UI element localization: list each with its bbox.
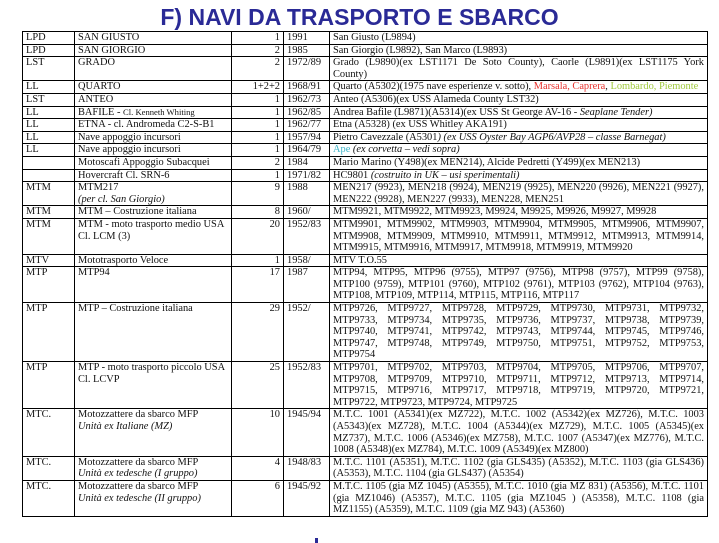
units-text: MEN217 (9923), MEN218 (9924), MEN219 (9925), MEN220 (9926), MEN221 (9927), MEN222 (9928), MEN227 (9933), MEN228, MEN251 [333,182,704,205]
type-text: MTC. [26,409,52,421]
units-cell [330,156,708,169]
units-cell [330,32,708,45]
name-cell [75,182,232,206]
name-cell [75,218,232,254]
years-cell [284,254,330,267]
quantity-cell [232,362,284,409]
type-cell [23,106,75,119]
name-text: ETNA - cl. Andromeda C2-S-B1 [78,119,215,131]
years-cell [284,218,330,254]
table-row [23,206,708,219]
years-cell [284,362,330,409]
years-cell [284,206,330,219]
quantity-text: 1 [274,119,280,131]
table-row [23,156,708,169]
units-text: M.T.C. 1001 (A5341)(ex MZ722), M.T.C. 1002 (A5342)(ex MZ726), M.T.C. 1003 (A5343)(ex MZ728), M.T.C. 1004 (A5344)(ex MZ729), M.T.C. 1005 (A5345)(ex MZ737), M.T.C. 1006 (A5346)(ex MZ758), M.T.C. 1007 (A5347)(ex MZ776), M.T.C. 1008 (A5348)(ex MZ784), M.T.C. 1009 (A5349)(ex MZ800) [333,409,704,456]
years-cell [284,303,330,362]
type-cell [23,303,75,362]
years-cell [284,456,330,480]
years-text: 1991 [287,32,308,43]
name-text: Motozzattere da sbarco MFP [78,456,199,468]
units-highlight-text: Ape [333,144,351,156]
quantity-text: 9 [274,182,280,194]
table-row [23,119,708,132]
quantity-text: 25 [269,362,280,374]
quantity-text: 1 [274,131,280,143]
type-cell [23,144,75,157]
type-cell [23,182,75,206]
units-text: San Giorgio (L9892), San Marco (L9893) [333,44,508,56]
table-row [23,44,708,57]
quantity-cell [232,169,284,182]
quantity-cell [232,93,284,106]
years-cell [284,169,330,182]
years-text: 1971/82 [287,169,322,181]
units-note-text: ) (ex USS Oyster Bay AGP6/AVP28 – classe Barnegat) [437,131,666,143]
type-text: MTM [26,206,51,218]
name-text: Motozzattere da sbarco MFP [78,480,199,492]
quantity-text: 20 [269,218,280,230]
page-title: F) NAVI DA TRASPORTO E SBARCO [160,4,559,30]
quantity-text: 1 [274,32,280,43]
table-row [23,32,708,45]
type-cell [23,119,75,132]
years-text: 1945/94 [287,409,322,421]
name-cell [75,456,232,480]
quantity-text: 1 [274,93,280,105]
table-row [23,182,708,206]
type-text: MTM [26,182,51,194]
name-text: Mototrasporto Veloce [78,254,169,266]
table-row [23,218,708,254]
name-text: MTP94 [78,267,110,279]
table-row [23,480,708,516]
units-cell [330,93,708,106]
quantity-text: 6 [274,480,280,492]
name-cell [75,409,232,456]
quantity-cell [232,57,284,81]
units-cell [330,456,708,480]
type-cell [23,57,75,81]
years-cell [284,119,330,132]
units-text: MTM9921, MTM9922, MTM9923, M9924, M9925, M9926, M9927, M9928 [333,206,657,218]
units-text: Pietro Cavezzale (A5301 [333,131,438,143]
table-row [23,106,708,119]
table-row [23,169,708,182]
table-row [23,57,708,81]
years-cell [284,44,330,57]
name-cell [75,131,232,144]
years-text: 1960/ [287,206,311,218]
quantity-cell [232,267,284,303]
name-text: ANTEO [78,93,114,105]
units-cell [330,131,708,144]
name-note-text: (per cl. San Giorgio) [78,193,165,205]
quantity-cell [232,303,284,362]
units-text: MTP9726, MTP9727, MTP9728, MTP9729, MTP9730, MTP9731, MTP9732, MTP9733, MTP9734, MTP9735, MTP9736, MTP9737, MTP9738, MTP9739, MTP9740, MTP9741, MTP9742, MTP9743, MTP9744, MTP9745, MTP9746, MTP9747, MTP9748, MTP9749, MTP9750, MTP9751, MTP9752, MTP9753, MTP9754 [333,303,704,361]
type-cell [23,206,75,219]
units-text: M.T.C. 1105 (gia MZ 1045) (A5355), M.T.C. 1010 (gia MZ 831) (A5356), M.T.C. 1101 (gia MZ1046) (A5357), M.T.C. 1105 (gia MZ1045 ) (A5358), M.T.C. 1108 (gia MZ1155) (A5359), M.T.C. 1109 (gia MZ 943) (A5360) [333,480,704,516]
type-text: MTP [26,303,48,315]
name-cell [75,156,232,169]
units-cell [330,44,708,57]
units-green-text: Lombardo, Piemonte [610,81,699,93]
ships-table [22,31,708,517]
units-note-text: Seaplane Tender) [579,106,653,118]
type-text: LST [26,57,45,69]
table-row [23,303,708,362]
years-cell [284,182,330,206]
table-row [23,93,708,106]
quantity-cell [232,119,284,132]
type-text: MTP [26,267,48,279]
type-cell [23,267,75,303]
years-text: 1985 [287,44,308,56]
units-separator: , [605,81,611,93]
type-text: MTC. [26,480,52,492]
name-text: Motoscafi Appoggio Subacquei [78,156,210,168]
years-text: 1988 [287,182,308,194]
name-cell [75,303,232,362]
units-cell [330,409,708,456]
name-cell [75,119,232,132]
units-note-text: (costruito in UK – usi sperimentali) [370,169,520,181]
quantity-cell [232,44,284,57]
units-text: Etna (A5328) (ex USS Whitley AKA191) [333,119,507,131]
name-note-text: Unità ex Italiane (MZ) [78,421,173,432]
units-cell [330,119,708,132]
type-text: MTC. [26,456,52,468]
units-text: MTV T.O.55 [333,254,387,266]
type-text: MTV [26,254,50,266]
units-text: San Giusto (L9894) [333,32,416,43]
years-text: 1958/ [287,254,311,266]
type-text: LPD [26,44,46,56]
name-cell [75,32,232,45]
years-text: 1984 [287,156,308,168]
type-text: LL [26,106,39,118]
name-text: Hovercraft Cl. SRN-6 [78,169,170,181]
name-text: MTP – Costruzione italiana [78,303,193,315]
type-cell [23,32,75,45]
name-cell [75,106,232,119]
type-cell [23,362,75,409]
units-cell [330,218,708,254]
units-cell [330,144,708,157]
units-cell [330,362,708,409]
name-text: QUARTO [78,81,121,93]
years-text: 1968/91 [287,81,322,93]
type-cell [23,156,75,169]
units-cell [330,57,708,81]
type-cell [23,218,75,254]
quantity-text: 1 [274,106,280,118]
years-text: 1964/79 [287,144,322,156]
years-cell [284,144,330,157]
years-text: 1962/77 [287,119,322,131]
name-text: SAN GIORGIO [78,44,146,56]
quantity-text: 29 [269,303,280,315]
name-cell [75,480,232,516]
type-cell [23,480,75,516]
type-cell [23,93,75,106]
page-marker [315,538,318,543]
name-cell [75,44,232,57]
table-row [23,81,708,94]
type-text: LST [26,93,45,105]
name-text: SAN GIUSTO [78,32,140,43]
quantity-cell [232,32,284,45]
years-text: 1952/83 [287,218,322,230]
years-cell [284,409,330,456]
name-text: Nave appoggio incursori [78,144,181,156]
name-text: Motozzattere da sbarco MFP [78,409,199,421]
name-text: MTM217 [78,182,119,194]
units-text: HC9801 [333,169,371,181]
type-cell [23,131,75,144]
name-note-text: Unità ex tedesche (II gruppo) [78,492,201,504]
quantity-text: 2 [274,156,280,168]
units-cell [330,81,708,94]
name-note-text: Unità ex tedesche (I gruppo) [78,468,198,480]
years-text: 1945/92 [287,480,322,492]
units-red-text: Marsala, Caprera [533,81,606,93]
quantity-text: 1 [274,144,280,156]
years-cell [284,156,330,169]
type-cell [23,456,75,480]
quantity-text: 2 [274,57,280,69]
quantity-text: 2 [274,44,280,56]
units-text: Anteo (A5306)(ex USS Alameda County LST32) [333,93,539,105]
quantity-cell [232,206,284,219]
years-text: 1957/94 [287,131,322,143]
name-class-text: Cl. Kenneth Whiting [123,106,195,117]
name-text: MTM – Costruzione italiana [78,206,197,218]
quantity-cell [232,218,284,254]
years-cell [284,267,330,303]
quantity-text: 1+2+2 [252,81,280,93]
years-text: 1962/85 [287,106,322,118]
table-row [23,362,708,409]
units-cell [330,182,708,206]
name-text: MTM - moto trasporto medio USA Cl. LCM (3) [78,218,224,242]
type-text: MTP [26,362,48,374]
type-text: LPD [26,32,46,43]
years-text: 1987 [287,267,308,279]
quantity-cell [232,106,284,119]
type-cell [23,44,75,57]
table-row [23,409,708,456]
name-cell [75,93,232,106]
quantity-text: 8 [274,206,280,218]
name-text: BAFILE - [78,106,124,118]
name-text: MTP - moto trasporto piccolo USA Cl. LCVP [78,362,225,385]
name-cell [75,362,232,409]
units-note-text: (ex corvetta – vedi sopra) [350,144,460,156]
units-cell [330,480,708,516]
name-text: GRADO [78,57,115,69]
table-row [23,456,708,480]
units-text: Mario Marino (Y498)(ex MEN214), Alcide Pedretti (Y499)(ex MEN213) [333,156,641,168]
name-cell [75,206,232,219]
table-row [23,144,708,157]
ships-table-body [23,32,708,517]
table-row [23,131,708,144]
years-cell [284,480,330,516]
units-text: Quarto (A5302)(1975 nave esperienze v. sotto), [333,81,534,93]
units-text: Andrea Bafile (L9871)(A5314)(ex USS St George AV-16 - [333,106,580,118]
years-cell [284,57,330,81]
type-cell [23,254,75,267]
years-cell [284,131,330,144]
years-cell [284,81,330,94]
units-cell [330,267,708,303]
quantity-cell [232,156,284,169]
quantity-text: 1 [274,254,280,266]
table-row [23,254,708,267]
units-text: M.T.C. 1101 (A5351), M.T.C. 1102 (gia GLS435) (A5352), M.T.C. 1103 (gia GLS436) (A5353), M.T.C. 1104 (gia GLS437) (A5354) [333,456,704,480]
years-text: 1962/73 [287,93,322,105]
quantity-cell [232,480,284,516]
name-cell [75,144,232,157]
quantity-cell [232,456,284,480]
quantity-cell [232,254,284,267]
table-row [23,267,708,303]
units-text: MTM9901, MTM9902, MTM9903, MTM9904, MTM9905, MTM9906, MTM9907, MTM9908, MTM9909, MTM9910, MTM9911, MTM9912, MTM9913, MTM9914, MTM9915, MTM9916, MTM9917, MTM9918, MTM9919, MTM9920 [333,218,704,254]
years-text: 1952/ [287,303,311,315]
type-text: MTM [26,218,51,230]
name-text: Nave appoggio incursori [78,131,181,143]
units-cell [330,254,708,267]
name-cell [75,254,232,267]
units-cell [330,169,708,182]
years-cell [284,93,330,106]
years-cell [284,32,330,45]
type-text: LL [26,131,39,143]
units-text: MTP94, MTP95, MTP96 (9755), MTP97 (9756), MTP98 (9757), MTP99 (9758), MTP100 (9759), MTP101 (9760), MTP102 (9761), MTP103 (9762), MTP104 (9763), MTP108, MTP109, MTP114, MTP115, MTP116, MTP117 [333,267,704,302]
type-cell [23,81,75,94]
quantity-cell [232,182,284,206]
units-text: Grado (L9890)(ex LST1171 De Soto County), Caorle (L9891)(ex LST1175 York County) [333,57,704,80]
quantity-cell [232,131,284,144]
years-text: 1972/89 [287,57,322,69]
type-text: LL [26,81,39,93]
name-cell [75,267,232,303]
type-cell [23,169,75,182]
units-cell [330,303,708,362]
type-text: LL [26,119,39,131]
quantity-cell [232,409,284,456]
quantity-text: 10 [269,409,280,421]
quantity-text: 4 [274,456,280,468]
quantity-text: 17 [269,267,280,279]
type-text: LL [26,144,39,156]
quantity-text: 1 [274,169,280,181]
quantity-cell [232,81,284,94]
years-text: 1952/83 [287,362,322,374]
quantity-cell [232,144,284,157]
name-cell [75,57,232,81]
units-cell [330,206,708,219]
units-text: MTP9701, MTP9702, MTP9703, MTP9704, MTP9705, MTP9706, MTP9707, MTP9708, MTP9709, MTP9710, MTP9711, MTP9712, MTP9713, MTP9714, MTP9715, MTP9716, MTP9717, MTP9718, MTP9719, MTP9720, MTP9721, MTP9722, MTP9723, MTP9724, MTP9725 [333,362,704,408]
name-cell [75,169,232,182]
type-cell [23,409,75,456]
years-text: 1948/83 [287,456,322,468]
name-cell [75,81,232,94]
units-cell [330,106,708,119]
years-cell [284,106,330,119]
